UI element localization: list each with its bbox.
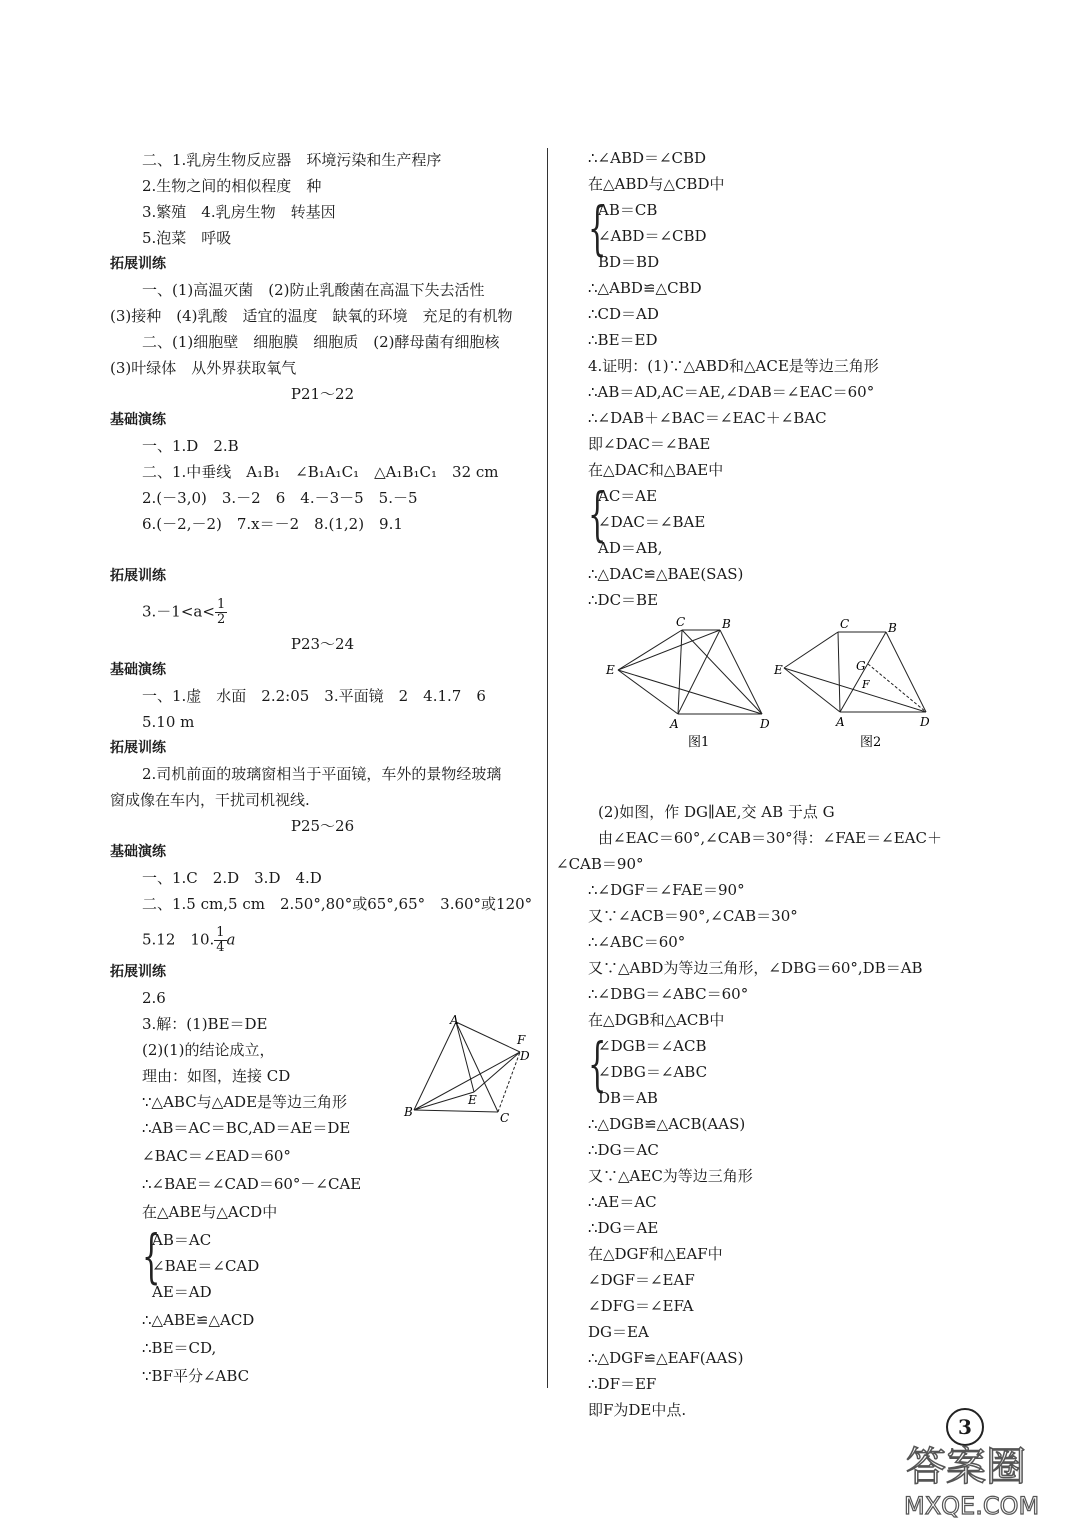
watermark-logo xyxy=(896,1436,1066,1520)
brace: { xyxy=(588,194,607,262)
text-line: 2.司机前面的玻璃窗相当于平面镜，车外的景物经玻璃 xyxy=(142,765,502,783)
fraction-numerator: 1 xyxy=(216,925,225,940)
fig1-label-D: D xyxy=(760,717,770,731)
text-line: 在△DAC和△BAE中 xyxy=(588,461,724,479)
text-line: 又∵△ABD为等边三角形，∠DBG＝60°,DB＝AB xyxy=(588,959,923,977)
text-line: AB＝AC xyxy=(152,1231,212,1249)
fig2-label-E: E xyxy=(774,663,783,677)
brace: { xyxy=(588,480,607,548)
brace: { xyxy=(588,1030,607,1098)
text-line: 即F为DE中点. xyxy=(588,1401,687,1419)
text-line: AB＝CB xyxy=(598,201,658,219)
label-F: F xyxy=(517,1033,526,1047)
text-line: 在△DGF和△EAF中 xyxy=(588,1245,723,1263)
fig1-label-A: A xyxy=(670,717,679,731)
text-line: ∴CD＝AD xyxy=(588,305,659,323)
text-line: ∴AE＝AC xyxy=(588,1193,657,1211)
text-line: AD＝AB, xyxy=(598,539,663,557)
text-line: 在△DGB和△ACB中 xyxy=(588,1011,725,1029)
section-heading: 基础演练 xyxy=(110,662,166,678)
text-line: AC＝AE xyxy=(598,487,658,505)
text-line: (3)叶绿体 从外界获取氧气 xyxy=(110,359,297,377)
text-line: 3.繁殖 4.乳房生物 转基因 xyxy=(142,203,336,221)
fig2-label-B: B xyxy=(888,621,897,635)
section-heading: 基础演练 xyxy=(110,412,166,428)
text-line: ∵△ABC与△ADE是等边三角形 xyxy=(142,1093,348,1111)
brace: { xyxy=(142,1222,161,1290)
text-line: ∴DC＝BE xyxy=(588,591,659,609)
label-D: D xyxy=(520,1049,530,1063)
page-range-heading: P21～22 xyxy=(290,385,355,403)
geometry-figure-2 xyxy=(770,612,940,752)
text-line: ∠DGB＝∠ACB xyxy=(598,1037,707,1055)
fig2-label-F: F xyxy=(862,678,870,691)
text-line: 一、1.D 2.B xyxy=(142,437,239,455)
fraction xyxy=(215,598,227,627)
text-line: 2.6 xyxy=(142,989,166,1007)
text-line: 又∵∠ACB＝90°,∠CAB＝30° xyxy=(588,907,798,925)
fig1-label-E: E xyxy=(606,663,615,677)
text-line: 6.(－2,－2) 7.x＝－2 8.(1,2) 9.1 xyxy=(142,515,403,533)
text-line: (2)如图，作 DG∥AE,交 AB 于点 G xyxy=(598,803,835,821)
text-line: ∴△DGB≌△ACB(AAS) xyxy=(588,1115,746,1133)
text-line: ∵BF平分∠ABC xyxy=(142,1367,250,1385)
text-line: BD＝BD xyxy=(598,253,660,271)
fraction-line xyxy=(142,598,227,627)
fraction-denominator: 2 xyxy=(216,612,226,627)
label-A: A xyxy=(450,1013,459,1027)
text-line: 4.证明：(1)∵△ABD和△ACE是等边三角形 xyxy=(588,357,879,375)
text-line: ∴△ABD≌△CBD xyxy=(588,279,702,297)
text-line: 二、(1)细胞壁 细胞膜 细胞质 (2)酵母菌有细胞核 xyxy=(142,333,500,351)
text-line: ∴∠BAE＝∠CAD＝60°－∠CAE xyxy=(142,1175,362,1193)
text-line: ∠DAC＝∠BAE xyxy=(598,513,706,531)
text-line: DG＝EA xyxy=(588,1323,649,1341)
geometry-figure-left xyxy=(402,1012,537,1124)
label-E: E xyxy=(468,1093,477,1107)
fig1-label-B: B xyxy=(722,617,731,631)
section-heading: 基础演练 xyxy=(110,844,166,860)
text-line: 理由：如图，连接 CD xyxy=(142,1067,291,1085)
text-line: (2)(1)的结论成立， xyxy=(142,1041,275,1059)
text-line: ∴∠DBG＝∠ABC＝60° xyxy=(588,985,749,1003)
text-line: 2.(－3,0) 3.－2 6 4.－3－5 5.－5 xyxy=(142,489,418,507)
text-line: ∴BE＝CD, xyxy=(142,1339,217,1357)
fig1-caption: 图1 xyxy=(688,735,710,750)
text-line: 5.12 10. xyxy=(142,930,215,949)
text-line: ∠DBG＝∠ABC xyxy=(598,1063,708,1081)
text-line: 2.生物之间的相似程度 种 xyxy=(142,177,322,195)
text-line: 二、1.乳房生物反应器 环境污染和生产程序 xyxy=(142,151,442,169)
text-line: ∴△ABE≌△ACD xyxy=(142,1311,255,1329)
text-line: ∴DF＝EF xyxy=(588,1375,657,1393)
text-line: ∴∠DGF＝∠FAE＝90° xyxy=(588,881,745,899)
fraction-numerator: 1 xyxy=(216,597,226,612)
text-line: 一、(1)高温灭菌 (2)防止乳酸菌在高温下失去活性 xyxy=(142,281,485,299)
text-line: ∠DGF＝∠EAF xyxy=(588,1271,695,1289)
fraction-line xyxy=(142,926,236,955)
text-line: 5.泡菜 呼吸 xyxy=(142,229,232,247)
text-line: ∠BAE＝∠CAD xyxy=(152,1257,260,1275)
text-line: ∴BE＝ED xyxy=(588,331,658,349)
text-line: 5.10 m xyxy=(142,713,195,731)
fig2-label-G: G xyxy=(856,659,866,673)
text-line: 二、1.中垂线 A₁B₁ ∠B₁A₁C₁ △A₁B₁C₁ 32 cm xyxy=(142,463,499,481)
text-line: ∴∠DAB＋∠BAC＝∠EAC＋∠BAC xyxy=(588,409,827,427)
page-range-heading: P25～26 xyxy=(290,817,355,835)
text-line: AE＝AD xyxy=(152,1283,212,1301)
text-line: 由∠EAC＝60°,∠CAB＝30°得：∠FAE＝∠EAC＋ xyxy=(598,829,942,847)
text-line: ∠CAB＝90° xyxy=(556,855,644,873)
text-line: 二、1.5 cm,5 cm 2.50°,80°或65°,65° 3.60°或120° xyxy=(142,895,533,913)
watermark-text: 答案圈 xyxy=(906,1444,1026,1490)
text-line: ∠BAC＝∠EAD＝60° xyxy=(142,1147,291,1165)
column-divider xyxy=(547,148,548,1388)
section-heading: 拓展训练 xyxy=(110,740,166,756)
page-range-heading: P23～24 xyxy=(290,635,355,653)
label-C: C xyxy=(500,1111,510,1124)
text-line: 即∠DAC＝∠BAE xyxy=(588,435,711,453)
text-line: ∴△DAC≌△BAE(SAS) xyxy=(588,565,744,583)
text-line: 一、1.C 2.D 3.D 4.D xyxy=(142,869,322,887)
text-line: (3)接种 (4)乳酸 适宜的温度 缺氧的环境 充足的有机物 xyxy=(110,307,513,325)
fig2-caption: 图2 xyxy=(860,735,882,750)
text-line: DB＝AB xyxy=(598,1089,658,1107)
fraction xyxy=(214,926,226,955)
page-number: 3 xyxy=(946,1408,984,1446)
text-line: 3.－1<a< xyxy=(142,602,215,621)
fig1-label-C: C xyxy=(676,615,686,629)
text-line: ∴∠ABC＝60° xyxy=(588,933,686,951)
text-line: ∠ABD＝∠CBD xyxy=(598,227,707,245)
fraction-denominator: 4 xyxy=(216,940,225,955)
geometry-figure-1 xyxy=(604,612,774,752)
fig2-label-A: A xyxy=(836,715,845,729)
section-heading: 拓展训练 xyxy=(110,964,166,980)
section-heading: 拓展训练 xyxy=(110,568,166,584)
fig2-label-C: C xyxy=(840,617,850,631)
text-line: 窗成像在车内，干扰司机视线. xyxy=(110,791,310,809)
variable: a xyxy=(226,930,236,949)
text-line: 在△ABE与△ACD中 xyxy=(142,1203,278,1221)
watermark-url: MXQE.COM xyxy=(904,1492,1040,1520)
text-line: ∴AB＝AD,AC＝AE,∠DAB＝∠EAC＝60° xyxy=(588,383,875,401)
text-line: ∴AB＝AC＝BC,AD＝AE＝DE xyxy=(142,1119,351,1137)
fig2-label-D: D xyxy=(920,715,930,729)
text-line: 3.解：(1)BE＝DE xyxy=(142,1015,268,1033)
text-line: ∴DG＝AC xyxy=(588,1141,659,1159)
text-line: ∴DG＝AE xyxy=(588,1219,659,1237)
text-line: ∠DFG＝∠EFA xyxy=(588,1297,694,1315)
text-line: 一、1.虚 水面 2.2:05 3.平面镜 2 4.1.7 6 xyxy=(142,687,486,705)
text-line: 在△ABD与△CBD中 xyxy=(588,175,725,193)
text-line: 又∵△AEC为等边三角形 xyxy=(588,1167,753,1185)
text-line: ∴∠ABD＝∠CBD xyxy=(588,149,707,167)
section-heading: 拓展训练 xyxy=(110,256,166,272)
label-B: B xyxy=(404,1105,413,1119)
text-line: ∴△DGF≌△EAF(AAS) xyxy=(588,1349,744,1367)
